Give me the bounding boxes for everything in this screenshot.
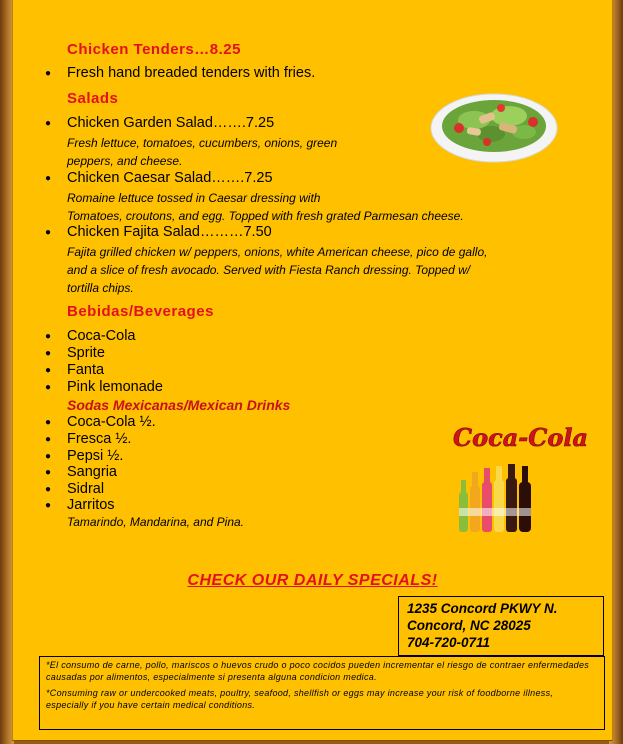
- disclaimer-spanish: *El consumo de carne, pollo, mariscos o huevos crudo o poco cocidos pueden incrementar el riesgo de contraer enfermedades causadas por alimentos, especialmente si presenta alguna condicion medica.: [46, 660, 590, 682]
- mexican-drink-item: [45, 431, 132, 447]
- drink-name: Sidral: [67, 481, 105, 497]
- beverage-name: Sprite: [67, 345, 105, 361]
- desc-line: Fresh lettuce, tomatoes, cucumbers, onions, green: [67, 136, 338, 150]
- disclaimer-english: *Consuming raw or undercooked meats, poultry, seafood, shellfish or eggs may increase your risk of foodborne illness, especially if you have certain medical conditions.: [46, 688, 554, 710]
- bullet: ●: [45, 382, 52, 393]
- bullet: ●: [45, 417, 52, 428]
- bullet: ●: [45, 365, 52, 376]
- bullet: ●: [45, 331, 52, 342]
- salad-name: Chicken Caesar Salad…….7.25: [67, 170, 273, 186]
- beverage-item: [45, 379, 163, 395]
- bullet: ●: [45, 173, 52, 184]
- desc-line: and a slice of fresh avocado. Served with Fiesta Ranch dressing. Topped w/: [67, 263, 471, 277]
- drink-name: Pepsi ½.: [67, 448, 124, 464]
- mexican-drink-item: [45, 414, 156, 430]
- beverages-title: Bebidas/Beverages: [67, 303, 214, 320]
- desc-line: Fajita grilled chicken w/ peppers, onions, white American cheese, pico de gallo,: [67, 245, 488, 259]
- tenders-item: [45, 65, 316, 81]
- salad-plate-image: [429, 84, 559, 166]
- menu-page: [12, 0, 613, 741]
- food-safety-disclaimer: [39, 656, 605, 730]
- bullet: ●: [45, 118, 52, 129]
- salad-item-garden: [45, 115, 275, 131]
- daily-specials-link[interactable]: CHECK OUR DAILY SPECIALS!: [187, 572, 438, 589]
- jarritos-flavors: Tamarindo, Mandarina, and Pina.: [67, 515, 244, 529]
- salad-name: Chicken Fajita Salad………7.50: [67, 224, 272, 240]
- drink-name: Coca-Cola ½.: [67, 414, 156, 430]
- drink-name: Sangria: [67, 464, 117, 480]
- phone-number: 704-720-0711: [407, 635, 491, 650]
- mexican-drink-item: [45, 448, 124, 464]
- beverage-name: Pink lemonade: [67, 379, 163, 395]
- bullet: ●: [45, 227, 52, 238]
- address-line1: 1235 Concord PKWY N.: [407, 601, 558, 616]
- salad-name: Chicken Garden Salad…….7.25: [67, 115, 275, 131]
- bullet: ●: [45, 68, 52, 79]
- salad-item-fajita: [45, 224, 272, 240]
- salad-item-caesar: [45, 170, 273, 186]
- mexican-drink-item: [45, 497, 115, 513]
- beverage-name: Coca-Cola: [67, 328, 136, 344]
- salad-desc-fajita: [67, 243, 487, 297]
- coca-cola-logo: Coca-Cola: [453, 423, 589, 452]
- desc-line: Tomatoes, croutons, and egg. Topped with fresh grated Parmesan cheese.: [67, 209, 464, 223]
- desc-line: peppers, and cheese.: [67, 154, 183, 168]
- beverage-item: [45, 345, 105, 361]
- address-box: [398, 596, 604, 656]
- bullet: ●: [45, 451, 52, 462]
- coca-cola-bottles-image: [449, 410, 589, 540]
- salad-desc-caesar: [67, 189, 464, 225]
- bullet: ●: [45, 434, 52, 445]
- desc-line: tortilla chips.: [67, 281, 134, 295]
- mexican-drink-item: [45, 481, 105, 497]
- mexican-drink-item: [45, 464, 117, 480]
- salad-desc-garden: [67, 134, 337, 170]
- drink-name: Fresca ½.: [67, 431, 132, 447]
- bullet: ●: [45, 467, 52, 478]
- beverage-item: [45, 362, 105, 378]
- beverage-name: Fanta: [67, 362, 105, 378]
- bullet: ●: [45, 484, 52, 495]
- tenders-title: Chicken Tenders…8.25: [67, 41, 241, 58]
- tenders-item-text: Fresh hand breaded tenders with fries.: [67, 65, 316, 81]
- drink-name: Jarritos: [67, 497, 115, 513]
- desc-line: Romaine lettuce tossed in Caesar dressing with: [67, 191, 321, 205]
- address-line2: Concord, NC 28025: [407, 618, 531, 633]
- salads-title: Salads: [67, 90, 119, 107]
- mexican-drinks-title: Sodas Mexicanas/Mexican Drinks: [67, 397, 291, 413]
- bullet: ●: [45, 500, 52, 511]
- bullet: ●: [45, 348, 52, 359]
- beverage-item: [45, 328, 136, 344]
